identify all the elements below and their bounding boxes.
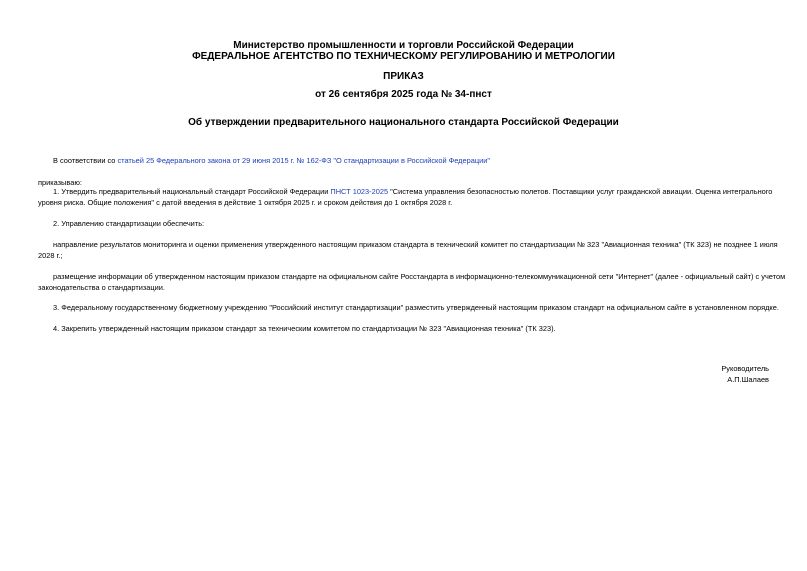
item-2-sub-1-line-2: 2028 г.; (38, 251, 63, 260)
item-2-sub-2-line-1: размещение информации об утвержденном настоящим приказом стандарте на официальном сайте Росстандарта в информационно-телекоммуникационной сети "Интернет" (далее - официальный сайт) с учетом (53, 272, 786, 281)
item-3: 3. Федеральному государственному бюджетному учреждению "Российский институт стандартизации" разместить утвержденный настоящим приказом стандарт на официальном сайте в установленном порядке. (53, 303, 779, 312)
item-1-suffix: "Система управления безопасностью полетов. Поставщики услуг гражданской авиации. Оценка интегрального (388, 187, 773, 196)
preamble-prefix: В соответствии со (53, 156, 118, 165)
signature-name: А.П.Шалаев (727, 375, 769, 384)
item-4: 4. Закрепить утвержденный настоящим приказом стандарт за техническим комитетом по стандартизации № 323 "Авиационная техника" (ТК 323). (53, 324, 556, 333)
law-article-link[interactable]: статьей 25 Федерального закона от 29 июня 2015 г. № 162-ФЗ "О стандартизации в Российской Федерации" (117, 156, 490, 165)
signature-position: Руководитель (721, 364, 769, 373)
document-date-number: от 26 сентября 2025 года № 34-пнст (315, 89, 492, 100)
agency-name: ФЕДЕРАЛЬНОЕ АГЕНТСТВО ПО ТЕХНИЧЕСКОМУ РЕГУЛИРОВАНИЮ И МЕТРОЛОГИИ (192, 51, 615, 62)
order-word: приказываю: (38, 178, 82, 187)
document-title: Об утверждении предварительного национального стандарта Российской Федерации (188, 117, 619, 128)
ministry-name: Министерство промышленности и торговли Российской Федерации (233, 40, 574, 51)
item-2-intro: 2. Управлению стандартизации обеспечить: (53, 219, 205, 228)
item-1-prefix: 1. Утвердить предварительный национальный стандарт Российской Федерации (53, 187, 331, 196)
document-type: ПРИКАЗ (383, 71, 424, 82)
preamble (53, 154, 490, 167)
item-2-sub-2-line-2: законодательства о стандартизации. (38, 283, 165, 292)
item-2-sub-1-line-1: направление результатов мониторинга и оценки применения утвержденного настоящим приказом стандарта в технический комитет по стандартизации № 323 "Авиационная техника" (ТК 323) не позднее 1 июля (53, 240, 778, 249)
standard-link[interactable]: ПНСТ 1023-2025 (330, 187, 389, 196)
item-1-line-2: уровня риска. Общие положения" с датой введения в действие 1 октября 2025 г. и сроком действия до 1 октября 2028 г. (38, 198, 453, 207)
